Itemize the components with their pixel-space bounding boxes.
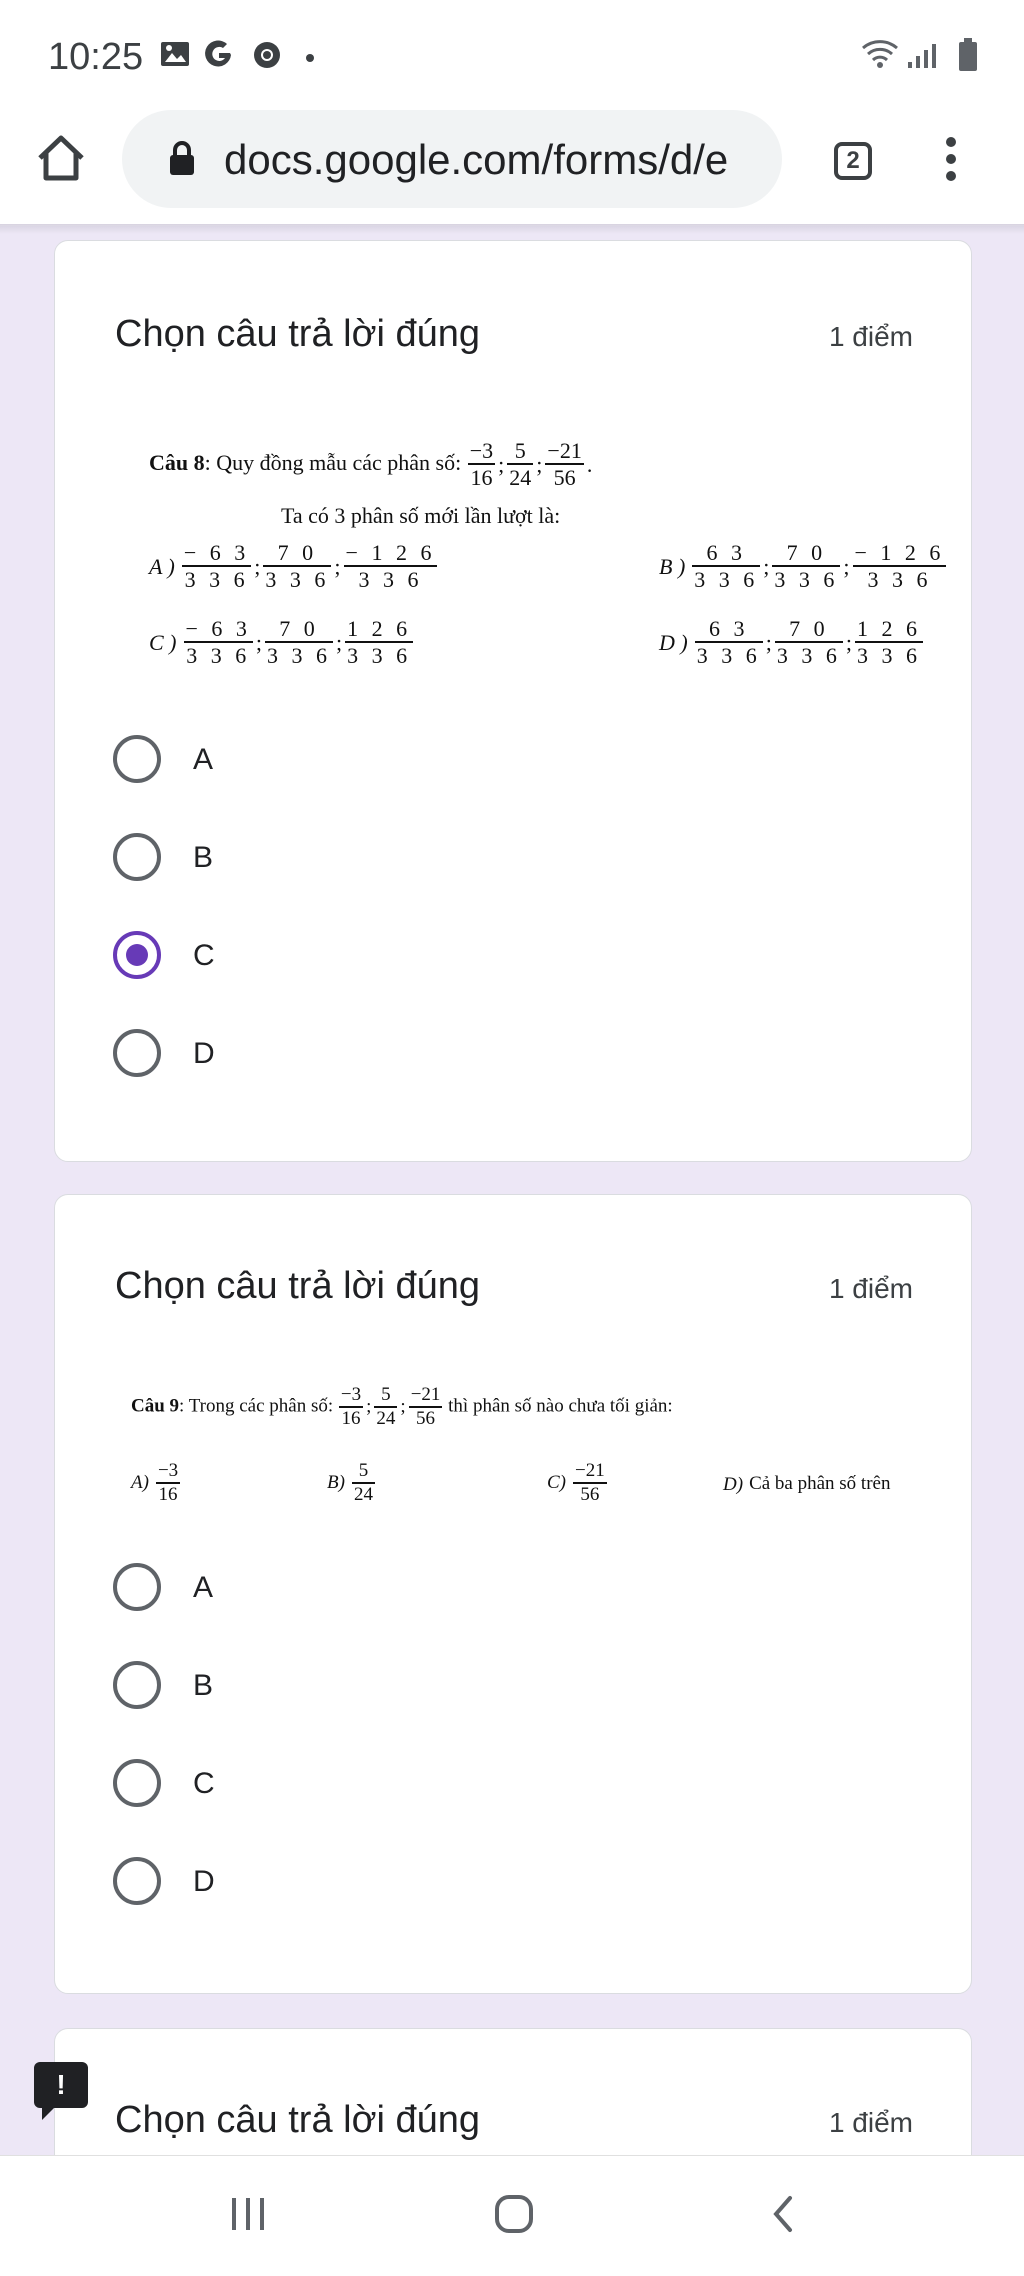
question-heading: Câu 8: Quy đồng mẫu các phân số: $\frac{-3}{16}$ ; $\frac{5}{24}$ ; $\frac{-21}{56}$ . <box>149 438 593 491</box>
address-bar[interactable] <box>122 110 782 208</box>
option-label: D <box>193 1037 215 1070</box>
question-points: 1 điểm <box>828 2107 913 2138</box>
option-c[interactable] <box>113 925 613 985</box>
url-text: docs.google.com/forms/d/e <box>224 136 729 183</box>
lock-icon <box>168 140 196 176</box>
question-title: Chọn câu trả lời đúng <box>115 313 481 355</box>
question-heading: Câu 9: Trong các phân số: $\frac{-3}{16}$ ; $\frac{5}{24}$ ; $\frac{-21}{56}$ thì phân số nào chưa tối giản: <box>131 1384 673 1429</box>
radio-button[interactable] <box>113 1029 161 1077</box>
question-card-9 <box>54 1194 972 1994</box>
system-navigation-bar <box>0 2155 1024 2276</box>
radio-button[interactable] <box>113 833 161 881</box>
option-label: B <box>193 1669 214 1702</box>
fraction: $\frac{-21}{56}$ <box>547 438 582 491</box>
chrome-icon <box>252 40 282 70</box>
radio-button[interactable] <box>113 1563 161 1611</box>
option-b[interactable] <box>113 1655 613 1715</box>
option-label: C <box>193 939 215 972</box>
status-time: 10:25 <box>48 36 144 78</box>
option-label: A <box>193 1571 214 1604</box>
fraction: $\frac{5}{24}$ <box>509 438 532 491</box>
question-title: Chọn câu trả lời đúng <box>115 2099 481 2141</box>
google-g-icon <box>204 40 234 70</box>
option-d[interactable] <box>113 1023 613 1083</box>
choice-a: A) $\frac{-3}{16}$ <box>131 1460 179 1505</box>
option-label: B <box>193 841 214 874</box>
radio-button[interactable] <box>113 735 161 783</box>
browser-toolbar <box>0 110 1024 226</box>
choice-c: C ) $\frac{- 6 3}{3 3 6}$ ; $\frac{7 0}{3 3 6}$ ; $\frac{1 2 6}{3 3 6}$ <box>149 616 412 669</box>
option-a[interactable] <box>113 729 613 789</box>
back-icon[interactable] <box>768 2194 798 2234</box>
choice-d: D) Cả ba phân số trên <box>723 1473 891 1495</box>
radio-button[interactable] <box>113 1759 161 1807</box>
home-icon[interactable] <box>36 134 86 182</box>
option-b[interactable] <box>113 827 613 887</box>
question-image <box>149 439 949 729</box>
wifi-icon <box>860 38 902 70</box>
choice-a: A ) $\frac{- 6 3}{3 3 6}$ ; $\frac{7 0}{3 3 6}$ ; $\frac{- 1 2 6}{3 3 6}$ <box>149 540 436 593</box>
notification-dot <box>306 54 314 62</box>
radio-button[interactable] <box>113 1857 161 1905</box>
feedback-icon[interactable]: ! <box>34 2062 88 2108</box>
radio-button[interactable] <box>113 1661 161 1709</box>
status-bar <box>0 0 1024 110</box>
radio-button-selected[interactable] <box>113 931 161 979</box>
question-card-8 <box>54 240 972 1162</box>
option-label: A <box>193 743 214 776</box>
option-label: C <box>193 1767 215 1800</box>
choice-c: C) $\frac{-21}{56}$ <box>547 1460 605 1505</box>
signal-icon <box>906 42 940 70</box>
home-nav-icon[interactable] <box>494 2194 534 2234</box>
question-subtext: Ta có 3 phân số mới lần lượt là: <box>281 503 561 528</box>
toolbar-shadow <box>0 224 1024 234</box>
question-points: 1 điểm <box>828 1273 913 1304</box>
option-c[interactable] <box>113 1753 613 1813</box>
question-points: 1 điểm <box>828 321 913 352</box>
battery-icon <box>958 38 978 72</box>
option-label: D <box>193 1865 215 1898</box>
choice-b: B) $\frac{5}{24}$ <box>327 1460 373 1505</box>
choice-b: B ) $\frac{6 3}{3 3 6}$ ; $\frac{7 0}{3 3 6}$ ; $\frac{- 1 2 6}{3 3 6}$ <box>659 540 945 593</box>
recent-apps-icon[interactable] <box>228 2194 268 2234</box>
choice-d: D ) $\frac{6 3}{3 3 6}$ ; $\frac{7 0}{3 3 6}$ ; $\frac{1 2 6}{3 3 6}$ <box>659 616 921 669</box>
tab-switcher-button[interactable]: 2 <box>834 142 872 180</box>
option-d[interactable] <box>113 1851 613 1911</box>
image-icon <box>160 40 190 68</box>
option-a[interactable] <box>113 1557 613 1617</box>
more-options-icon[interactable] <box>944 136 958 182</box>
question-image <box>131 1385 961 1525</box>
fraction: $\frac{-3}{16}$ <box>469 438 494 491</box>
question-title: Chọn câu trả lời đúng <box>115 1265 481 1307</box>
